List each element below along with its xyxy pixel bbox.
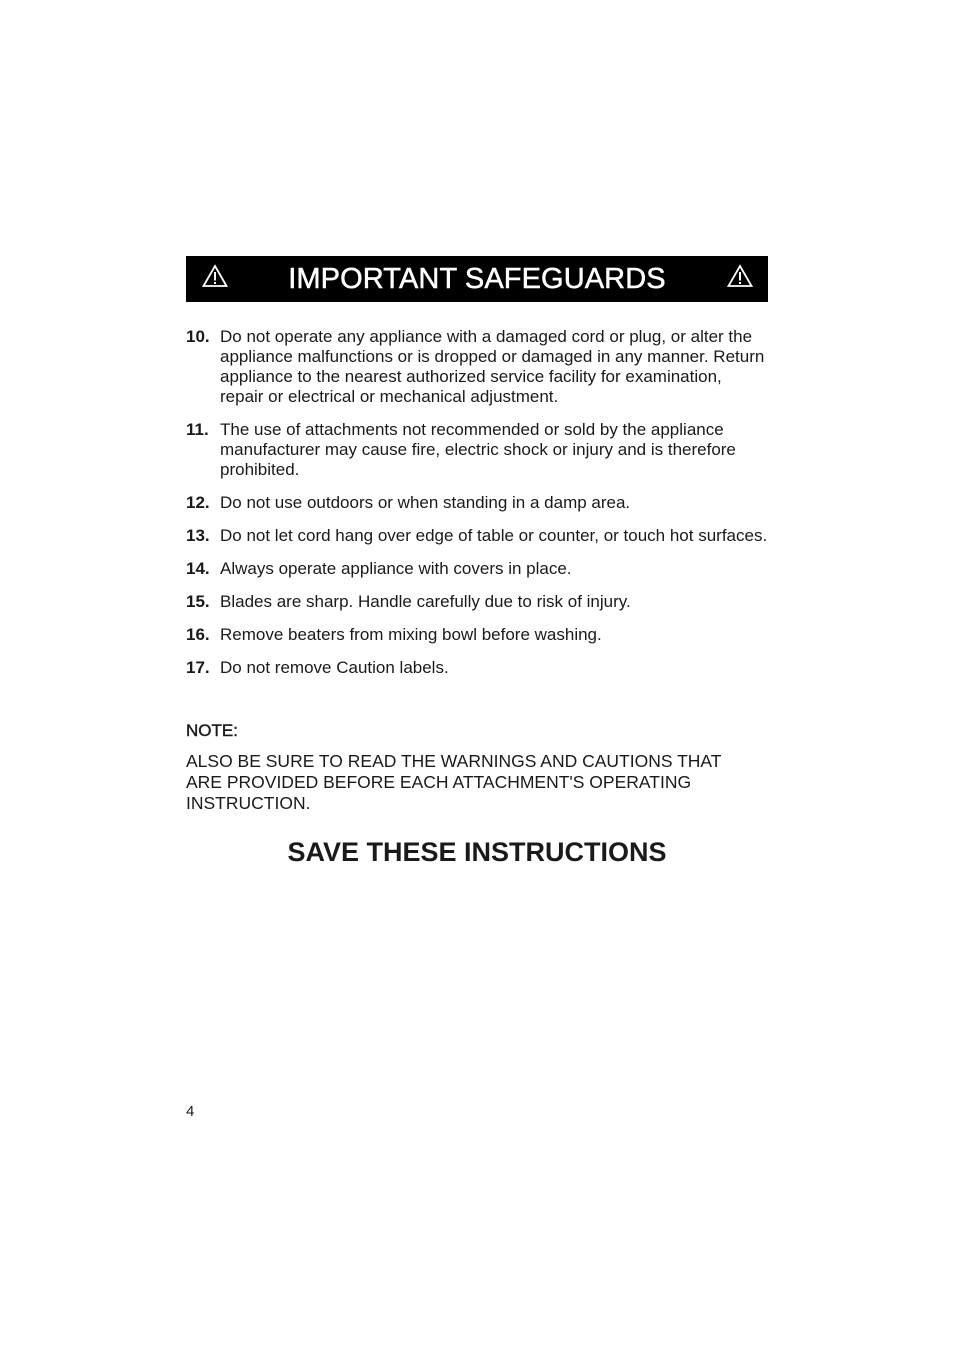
safeguards-header [186,256,768,302]
item-text: The use of attachments not recommended or sold by the appliance manufacturer may cause fire, electric shock or injury and is therefore prohibited. [220,420,736,479]
item-number: 17. [186,658,210,677]
item-number: 12. [186,493,210,512]
list-item [186,526,768,546]
warning-triangle-icon [727,264,753,288]
item-number: 11. [186,420,209,439]
item-number: 14. [186,559,210,578]
list-item [186,327,768,407]
list-item [186,625,768,645]
list-item [186,420,768,480]
item-number: 10. [186,327,210,346]
list-item [186,493,768,513]
list-item [186,658,768,678]
note-label: NOTE: [186,721,238,740]
item-number: 15. [186,592,210,611]
list-item [186,559,768,579]
item-number: 16. [186,625,210,644]
item-text: Do not operate any appliance with a damaged cord or plug, or alter the appliance malfunctions or is dropped or damaged in any manner. Return appliance to the nearest authorized service facility for examination, repair or electrical or mechanical adjustment. [220,327,765,406]
item-text: Remove beaters from mixing bowl before washing. [220,625,602,644]
item-text: Do not let cord hang over edge of table or counter, or touch hot surfaces. [220,526,768,545]
note-text: ALSO BE SURE TO READ THE WARNINGS AND CAUTIONS THAT ARE PROVIDED BEFORE EACH ATTACHMENT'S OPERATING INSTRUCTION. [186,751,722,813]
list-item [186,592,768,612]
item-text: Always operate appliance with covers in place. [220,559,572,578]
item-text: Do not remove Caution labels. [220,658,449,677]
safeguards-list [186,327,768,691]
page-number: 4 [186,1103,195,1120]
item-number: 13. [186,526,210,545]
item-text: Do not use outdoors or when standing in a damp area. [220,493,631,512]
save-instructions-title: SAVE THESE INSTRUCTIONS [287,837,667,867]
header-title: IMPORTANT SAFEGUARDS [288,263,666,295]
item-text: Blades are sharp. Handle carefully due to risk of injury. [220,592,631,611]
